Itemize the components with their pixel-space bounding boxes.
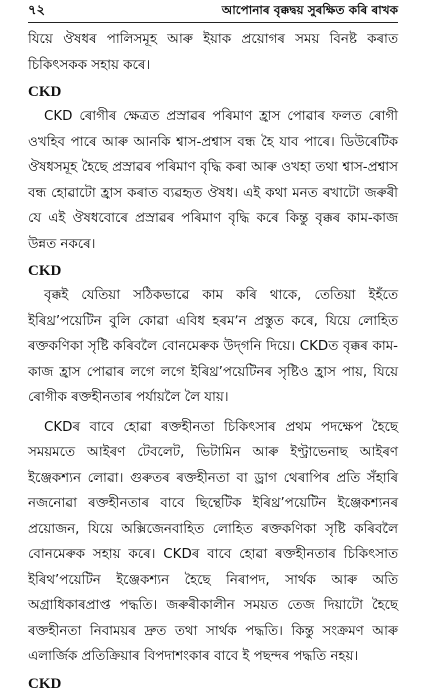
page-number: ৭২ (28, 3, 45, 18)
intro-paragraph: যিয়ে ঔষধৰ পালিসমূহ আৰু ইয়াক প্ৰয়োগৰ সময় বিনষ্ট কৰাত চিকিৎসকক সহায় কৰে। (28, 32, 398, 73)
page-body (28, 27, 398, 696)
section-heading: CKD (28, 84, 62, 100)
paragraph-diuretics: CKD ৰোগীৰ ক্ষেত্ৰত প্ৰস্ৰাৱৰ পৰিমাণ হ্ৰাস পোৱাৰ ফলত ৰোগী ওখহিব পাৰে আৰু আনকি শ্বাস-প্ৰশ্বাস বন্ধ হৈ যাব পাৰে। ডিউৰেটিক ঔষধসমূহ হৈছে প্ৰস্ৰাৱৰ পৰিমাণ বৃদ্ধি কৰা আৰু ওখহা তথা শ্বাস-প্ৰশ্বাস বন্ধ হোৱাটো হ্ৰাস কৰাত ব্যৱহৃত ঔষধ। এই কথা মনত ৰখাটো জৰুৰী যে এই ঔষধবোৰে প্ৰস্ৰাৱৰ পৰিমাণ বৃদ্ধি কৰে কিন্তু বৃক্কৰ কাম-কাজ উন্নত নকৰে। (28, 109, 398, 252)
section-heading: CKD (28, 675, 62, 692)
paragraph-anemia-treatment: CKDৰ বাবে হোৱা ৰক্তহীনতা চিকিৎসাৰ প্ৰথম পদক্ষেপ হৈছে সময়মতে আইৰণ টেবলেট, ভিটামিন আৰু ইণ্ট্ৰাভেনাছ আইৰণ ইঞ্জেকশ্যন লোৱা। গুৰুতৰ ৰক্তহীনতা বা ড্ৰাগ থেৰাপিৰ প্ৰতি সঁহাৰি নজনোৱা ৰক্তহীনতাৰ বাবে ছিন্থেটিক ইৰিথ্ৰ’পয়েটিন ইঞ্জেকশ্যনৰ প্ৰয়োজন, যিয়ে অক্সিজেনবাহিত লোহিত ৰক্তকণিকা সৃষ্টি কৰিবলৈ বোনমেৰুক সহায় কৰে। CKDৰ বাবে হোৱা ৰক্তহীনতাৰ চিকিৎসাত ইৰিথ’পয়েটিন ইঞ্জেকশ্যন হৈছে নিৰাপদ, সাৰ্থক আৰু অতি অগ্ৰাধিকাৰপ্ৰাপ্ত পদ্ধতি। জৰুৰীকালীন সময়ত তেজ দিয়াটো হৈছে ৰক্তহীনতা নিবাময়ৰ দ্ৰুত তথা সাৰ্থক পদ্ধতি। কিন্তু সংক্ৰমণ আৰু এলাৰ্জিক প্ৰতিক্ৰিয়াৰ বিপদাশংকাৰ বাবে ই পছন্দৰ পদ্ধতি নহয়। (28, 419, 398, 664)
paragraph-erythropoietin: বৃক্কই যেতিয়া সঠিকভাৱে কাম কৰি থাকে, তেতিয়া ইহঁতে ইৰিথ্ৰ’পয়েটিন বুলি কোৱা এবিধ হৰমʼন প্ৰস্তুত কৰে, যিয়ে লোহিত ৰক্তকণিকা সৃষ্টি কৰিবলৈ বোনমেৰুক উদ্‌গনি দিয়ে। CKDত বৃক্কৰ কাম-কাজ হ্ৰাস পোৱাৰ লগে লগে ইৰিথ্ৰ’পয়েটিনৰ সৃষ্টিও হ্ৰাস পায়, যিয়ে ৰোগীক ৰক্তহীনতাৰ পৰ্যায়লৈ লৈ যায়। (28, 288, 398, 405)
running-title: আপোনাৰ বৃক্কদ্বয় সুৰক্ষিত কৰি ৰাখক (221, 3, 398, 17)
section-heading: CKD (28, 263, 62, 279)
page-header (28, 0, 398, 23)
